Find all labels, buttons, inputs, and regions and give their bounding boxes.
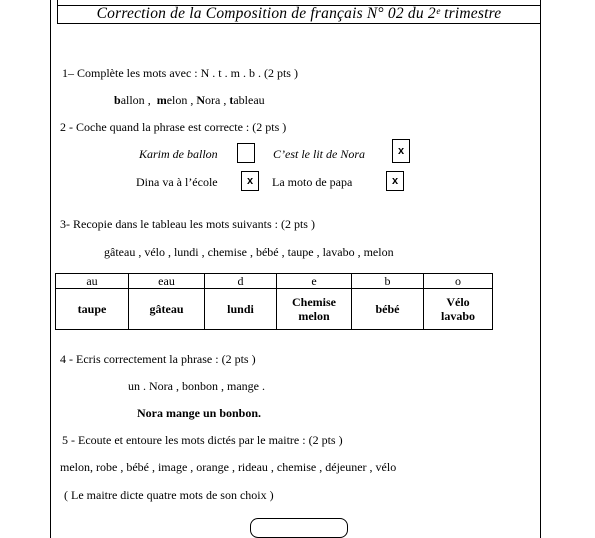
q4-prompt: 4 - Ecris correctement la phrase : (2 pts ) — [60, 352, 256, 366]
table-cell — [129, 289, 205, 330]
word-separator: , — [187, 93, 197, 107]
q2-checkbox-2[interactable]: x — [392, 139, 410, 163]
cell-word: Vélo — [446, 295, 470, 309]
word-separator: , — [144, 93, 157, 107]
bottom-frame — [250, 518, 348, 538]
q2-checkbox-1[interactable] — [237, 143, 255, 163]
cell-word: melon — [298, 309, 330, 323]
completed-word — [157, 93, 188, 107]
q3-prompt: 3- Recopie dans le tableau les mots suivants : (2 pts ) — [60, 217, 315, 231]
word-rest: ableau — [233, 93, 265, 107]
table-cell — [424, 289, 493, 330]
q5-prompt: 5 - Ecoute et entoure les mots dictés par le maitre : (2 pts ) — [62, 433, 343, 447]
table-header: d — [205, 274, 277, 289]
q1-words — [114, 93, 265, 107]
q2-prompt: 2 - Coche quand la phrase est correcte : (2 pts ) — [60, 120, 287, 134]
page-title: Correction de la Composition de français N° 02 du 2ᵉ trimestre — [96, 5, 502, 22]
added-letter: N — [196, 93, 206, 107]
q1-prompt: 1– Complète les mots avec : N . t . m . b . (2 pts ) — [62, 66, 298, 80]
q3-word-list: gâteau , vélo , lundi , chemise , bébé , taupe , lavabo , melon — [104, 245, 394, 259]
table-header: e — [277, 274, 352, 289]
table-cell — [277, 289, 352, 330]
q2-item-4: La moto de papa — [272, 175, 353, 189]
q2-checkbox-4[interactable]: x — [386, 171, 404, 191]
table-cell — [56, 289, 129, 330]
word-rest: elon — [166, 93, 188, 107]
q2-checkbox-3[interactable]: x — [241, 171, 259, 191]
q5-note: ( Le maitre dicte quatre mots de son choix ) — [64, 488, 274, 502]
cell-word: Chemise — [292, 295, 336, 309]
table-header: b — [352, 274, 424, 289]
table-row — [56, 289, 493, 330]
added-letter: b — [114, 93, 121, 107]
q2-item-1: Karim de ballon — [139, 147, 218, 161]
table-cell — [352, 289, 424, 330]
q2-item-2: C’est le lit de Nora — [273, 147, 365, 161]
table-header: au — [56, 274, 129, 289]
title-box — [57, 0, 541, 24]
sort-table — [55, 273, 493, 330]
completed-word — [196, 93, 220, 107]
cell-word: lundi — [227, 302, 254, 316]
q2-item-3: Dina va à l’école — [136, 175, 218, 189]
word-separator: , — [220, 93, 230, 107]
q4-answer: Nora mange un bonbon. — [137, 406, 262, 420]
page-border — [50, 0, 541, 538]
cell-word: lavabo — [440, 309, 475, 323]
table-cell — [205, 289, 277, 330]
word-rest: allon — [120, 93, 145, 107]
q5-words: melon, robe , bébé , image , orange , rideau , chemise , déjeuner , vélo — [60, 460, 397, 474]
added-letter: m — [156, 93, 167, 107]
q4-scrambled: un . Nora , bonbon , mange . — [128, 379, 265, 393]
cell-word: bébé — [375, 302, 400, 316]
cell-word: taupe — [77, 302, 107, 316]
cell-word: gâteau — [149, 302, 184, 316]
added-letter: t — [229, 93, 234, 107]
completed-word — [114, 93, 145, 107]
completed-word — [229, 93, 264, 107]
table-header: eau — [129, 274, 205, 289]
word-rest: ora — [205, 93, 221, 107]
table-header: o — [424, 274, 493, 289]
